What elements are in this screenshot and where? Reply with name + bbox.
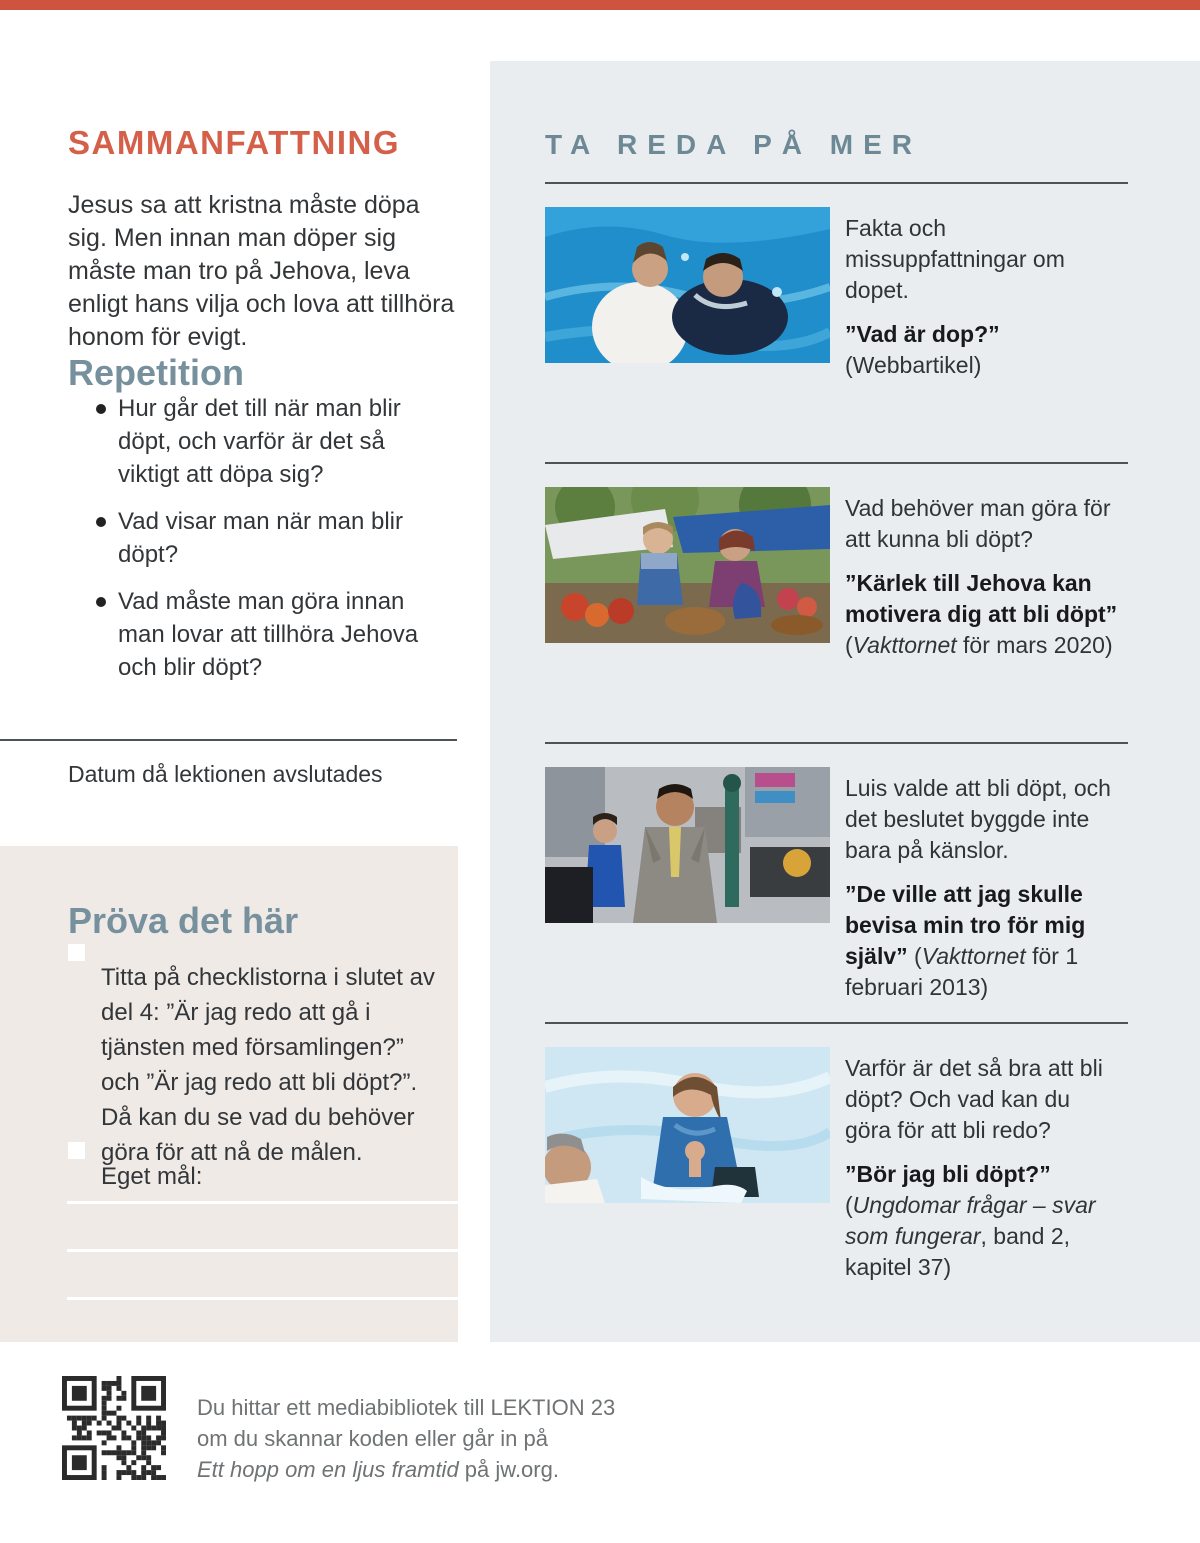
footer-media-note <box>197 1392 615 1485</box>
checkbox-checklists[interactable] <box>68 944 85 961</box>
review-title: Repetition <box>68 351 244 393</box>
entry-source: (Vakttornet för 1 februari 2013) <box>845 943 1079 1000</box>
entry-source: (Ungdomar frågar – svar som fungerar, band 2, kapitel 37) <box>845 1192 1096 1280</box>
footer-line-3: Ett hopp om en ljus framtid på jw.org. <box>197 1457 559 1482</box>
section-divider <box>545 182 1128 184</box>
footer-line-2: om du skannar koden eller går in på <box>197 1426 548 1451</box>
section-divider <box>545 1022 1128 1024</box>
qr-code <box>62 1376 166 1480</box>
entry-publication-link[interactable]: ”De ville att jag skulle bevisa min tro för mig själv” <box>845 881 1086 969</box>
try-this-item-text: Titta på checklistorna i slutet av del 4: ”Är jag redo att gå i tjänsten med församlingen?” och ”Är jag redo att bli döpt?”. Då kan du se vad du behöver göra för att nå de målen. <box>101 964 435 1166</box>
review-question: Hur går det till när man blir döpt, och varför är det så viktigt att döpa sig? <box>68 392 448 491</box>
find-out-more-title: TA REDA PÅ MER <box>545 129 922 161</box>
entry-source: (Webbartikel) <box>845 352 982 378</box>
entry-publication-link[interactable]: ”Kärlek till Jehova kan motivera dig att bli döpt” <box>845 570 1118 627</box>
review-question: Vad måste man göra innan man lovar att tillhöra Jehova och blir döpt? <box>68 585 448 684</box>
page-top-accent-bar <box>0 0 1200 10</box>
baptism-pool-photo <box>545 207 830 363</box>
entry-publication-link[interactable]: ”Bör jag bli döpt?” <box>845 1161 1051 1187</box>
section-divider <box>545 462 1128 464</box>
city-street-photo <box>545 767 830 923</box>
young-woman-baptism-photo <box>545 1047 830 1203</box>
goal-writing-line <box>67 1249 458 1252</box>
goal-writing-line <box>67 1297 458 1300</box>
entry-intro: Varför är det så bra att bli döpt? Och vad kan du göra för att bli redo? <box>845 1055 1103 1143</box>
entry-intro: Luis valde att bli döpt, och det beslutet byggde inte bara på känslor. <box>845 775 1111 863</box>
try-this-title: Pröva det här <box>68 899 299 941</box>
market-conversation-photo <box>545 487 830 643</box>
date-completed-label: Datum då lektionen avslutades <box>68 761 383 787</box>
entry-source: (Vakttornet för mars 2020) <box>845 632 1113 658</box>
checkbox-own-goal[interactable] <box>68 1142 85 1159</box>
review-question-list <box>68 392 448 698</box>
entry-intro: Vad behöver man göra för att kunna bli döpt? <box>845 495 1111 552</box>
entry-publication-link[interactable]: ”Vad är dop?” <box>845 321 1000 347</box>
summary-body-text: Jesus sa att kristna måste döpa sig. Men innan man döper sig måste man tro på Jehova, leva enligt hans vilja och lova att tillhöra honom för evigt. <box>68 191 455 351</box>
goal-writing-line <box>67 1201 458 1204</box>
review-question: Vad visar man när man blir döpt? <box>68 505 448 571</box>
summary-title: SAMMANFATTNING <box>68 124 401 162</box>
footer-line-1: Du hittar ett mediabibliotek till LEKTION 23 <box>197 1395 616 1420</box>
entry-intro: Fakta och missuppfattningar om dopet. <box>845 215 1065 303</box>
date-writing-line <box>0 739 457 741</box>
own-goal-label: Eget mål: <box>101 1163 203 1190</box>
section-divider <box>545 742 1128 744</box>
